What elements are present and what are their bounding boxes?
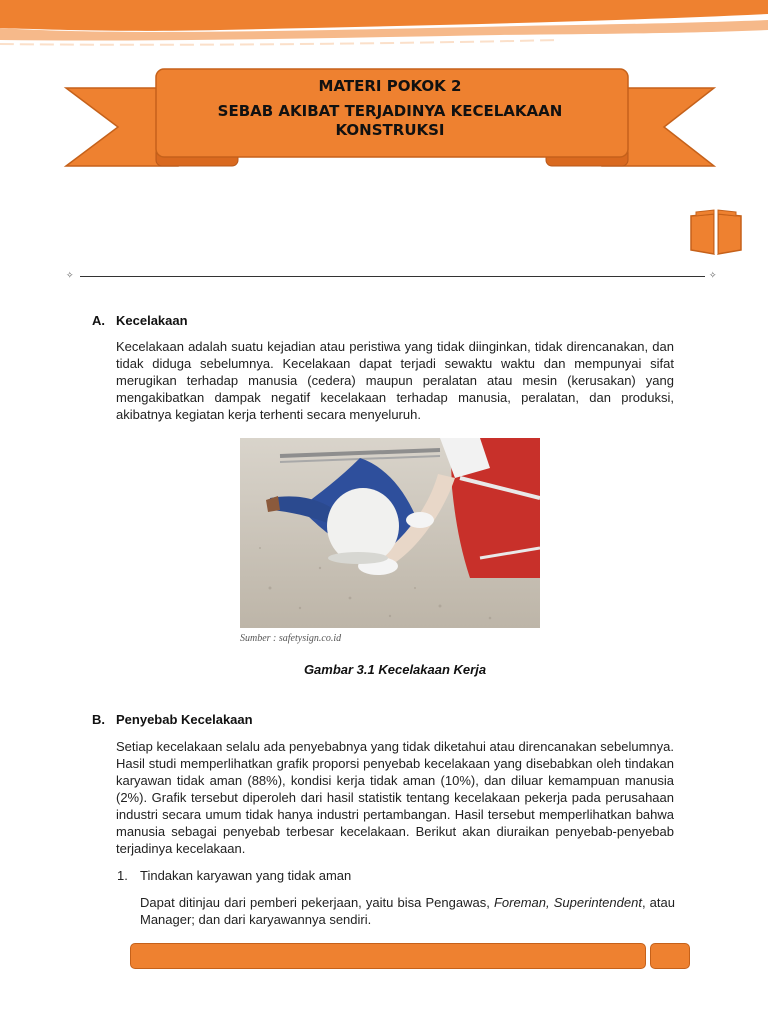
- section-a-heading: [92, 313, 188, 328]
- chapter-subtitle: SEBAB AKIBAT TERJADINYA KECELAKAAN KONSTRUKSI: [217, 102, 563, 139]
- list-item-title: Tindakan karyawan yang tidak aman: [140, 868, 352, 883]
- section-b-letter: B.: [92, 712, 105, 727]
- figure-caption: Gambar 3.1 Kecelakaan Kerja: [303, 662, 487, 677]
- header-wave-decoration: [0, 0, 768, 60]
- section-a-title: Kecelakaan: [116, 313, 188, 328]
- divider-mark-left: ✧: [66, 270, 74, 280]
- section-b-heading: [92, 712, 253, 727]
- section-b-title: Penyebab Kecelakaan: [116, 712, 253, 727]
- accident-photo: [240, 438, 540, 628]
- list-item-paragraph: Dapat ditinjau dari pemberi pekerjaan, yaitu bisa Pengawas, Foreman, Superintendent, atau Manager; dan dari karyawannya sendiri.: [140, 895, 675, 927]
- section-a-paragraph: Kecelakaan adalah suatu kejadian atau peristiwa yang tidak diinginkan, tidak direncanakan, dan tidak diduga sebelumnya. Kecelakaan dapat terjadi sewaktu waktu dan mempunyai sifat merugikan terhadap manusia (cedera) maupun peralatan atau mesin (kerusakan) yang mengakibatkan dampak negatif kecelakaan terhadap manusia, peralatan, dan produksi, akibatnya kegiatan kerja terhenti secara menyeluruh.: [116, 339, 674, 422]
- page-number-box: [650, 943, 690, 969]
- section-a-letter: A.: [92, 313, 105, 328]
- chapter-number: MATERI POKOK 2: [318, 77, 462, 95]
- divider-mark-right: ✧: [709, 270, 717, 280]
- figure-source: Sumber : safetysign.co.id: [240, 633, 342, 644]
- book-icon: [688, 206, 744, 256]
- section-b-paragraph: Setiap kecelakaan selalu ada penyebabnya yang tidak diketahui atau direncanakan sebelumnya. Hasil studi memperlihatkan grafik proporsi penyebab kecelakaan yang disebabkan oleh tindakan karyawan tidak aman (88%), kondisi kerja tidak aman (10%), dan diluar kemampuan manusia (2%). Grafik tersebut diperoleh dari hasil statistik tentang kecelakaan pekerja pada perusahaan industri secara umum tidak hanya industri pertambangan. Hasil tersebut memperlihatkan bahwa manusia sebagai penyebab terbesar kecelakaan. Berikut akan diuraikan penyebab-penyebab terjadinya kecelakaan.: [116, 739, 674, 856]
- chapter-title: [175, 74, 605, 140]
- list-item: [117, 868, 351, 883]
- footer-bar: [130, 943, 646, 969]
- list-item-number: 1.: [117, 868, 128, 883]
- section-divider: [80, 276, 705, 277]
